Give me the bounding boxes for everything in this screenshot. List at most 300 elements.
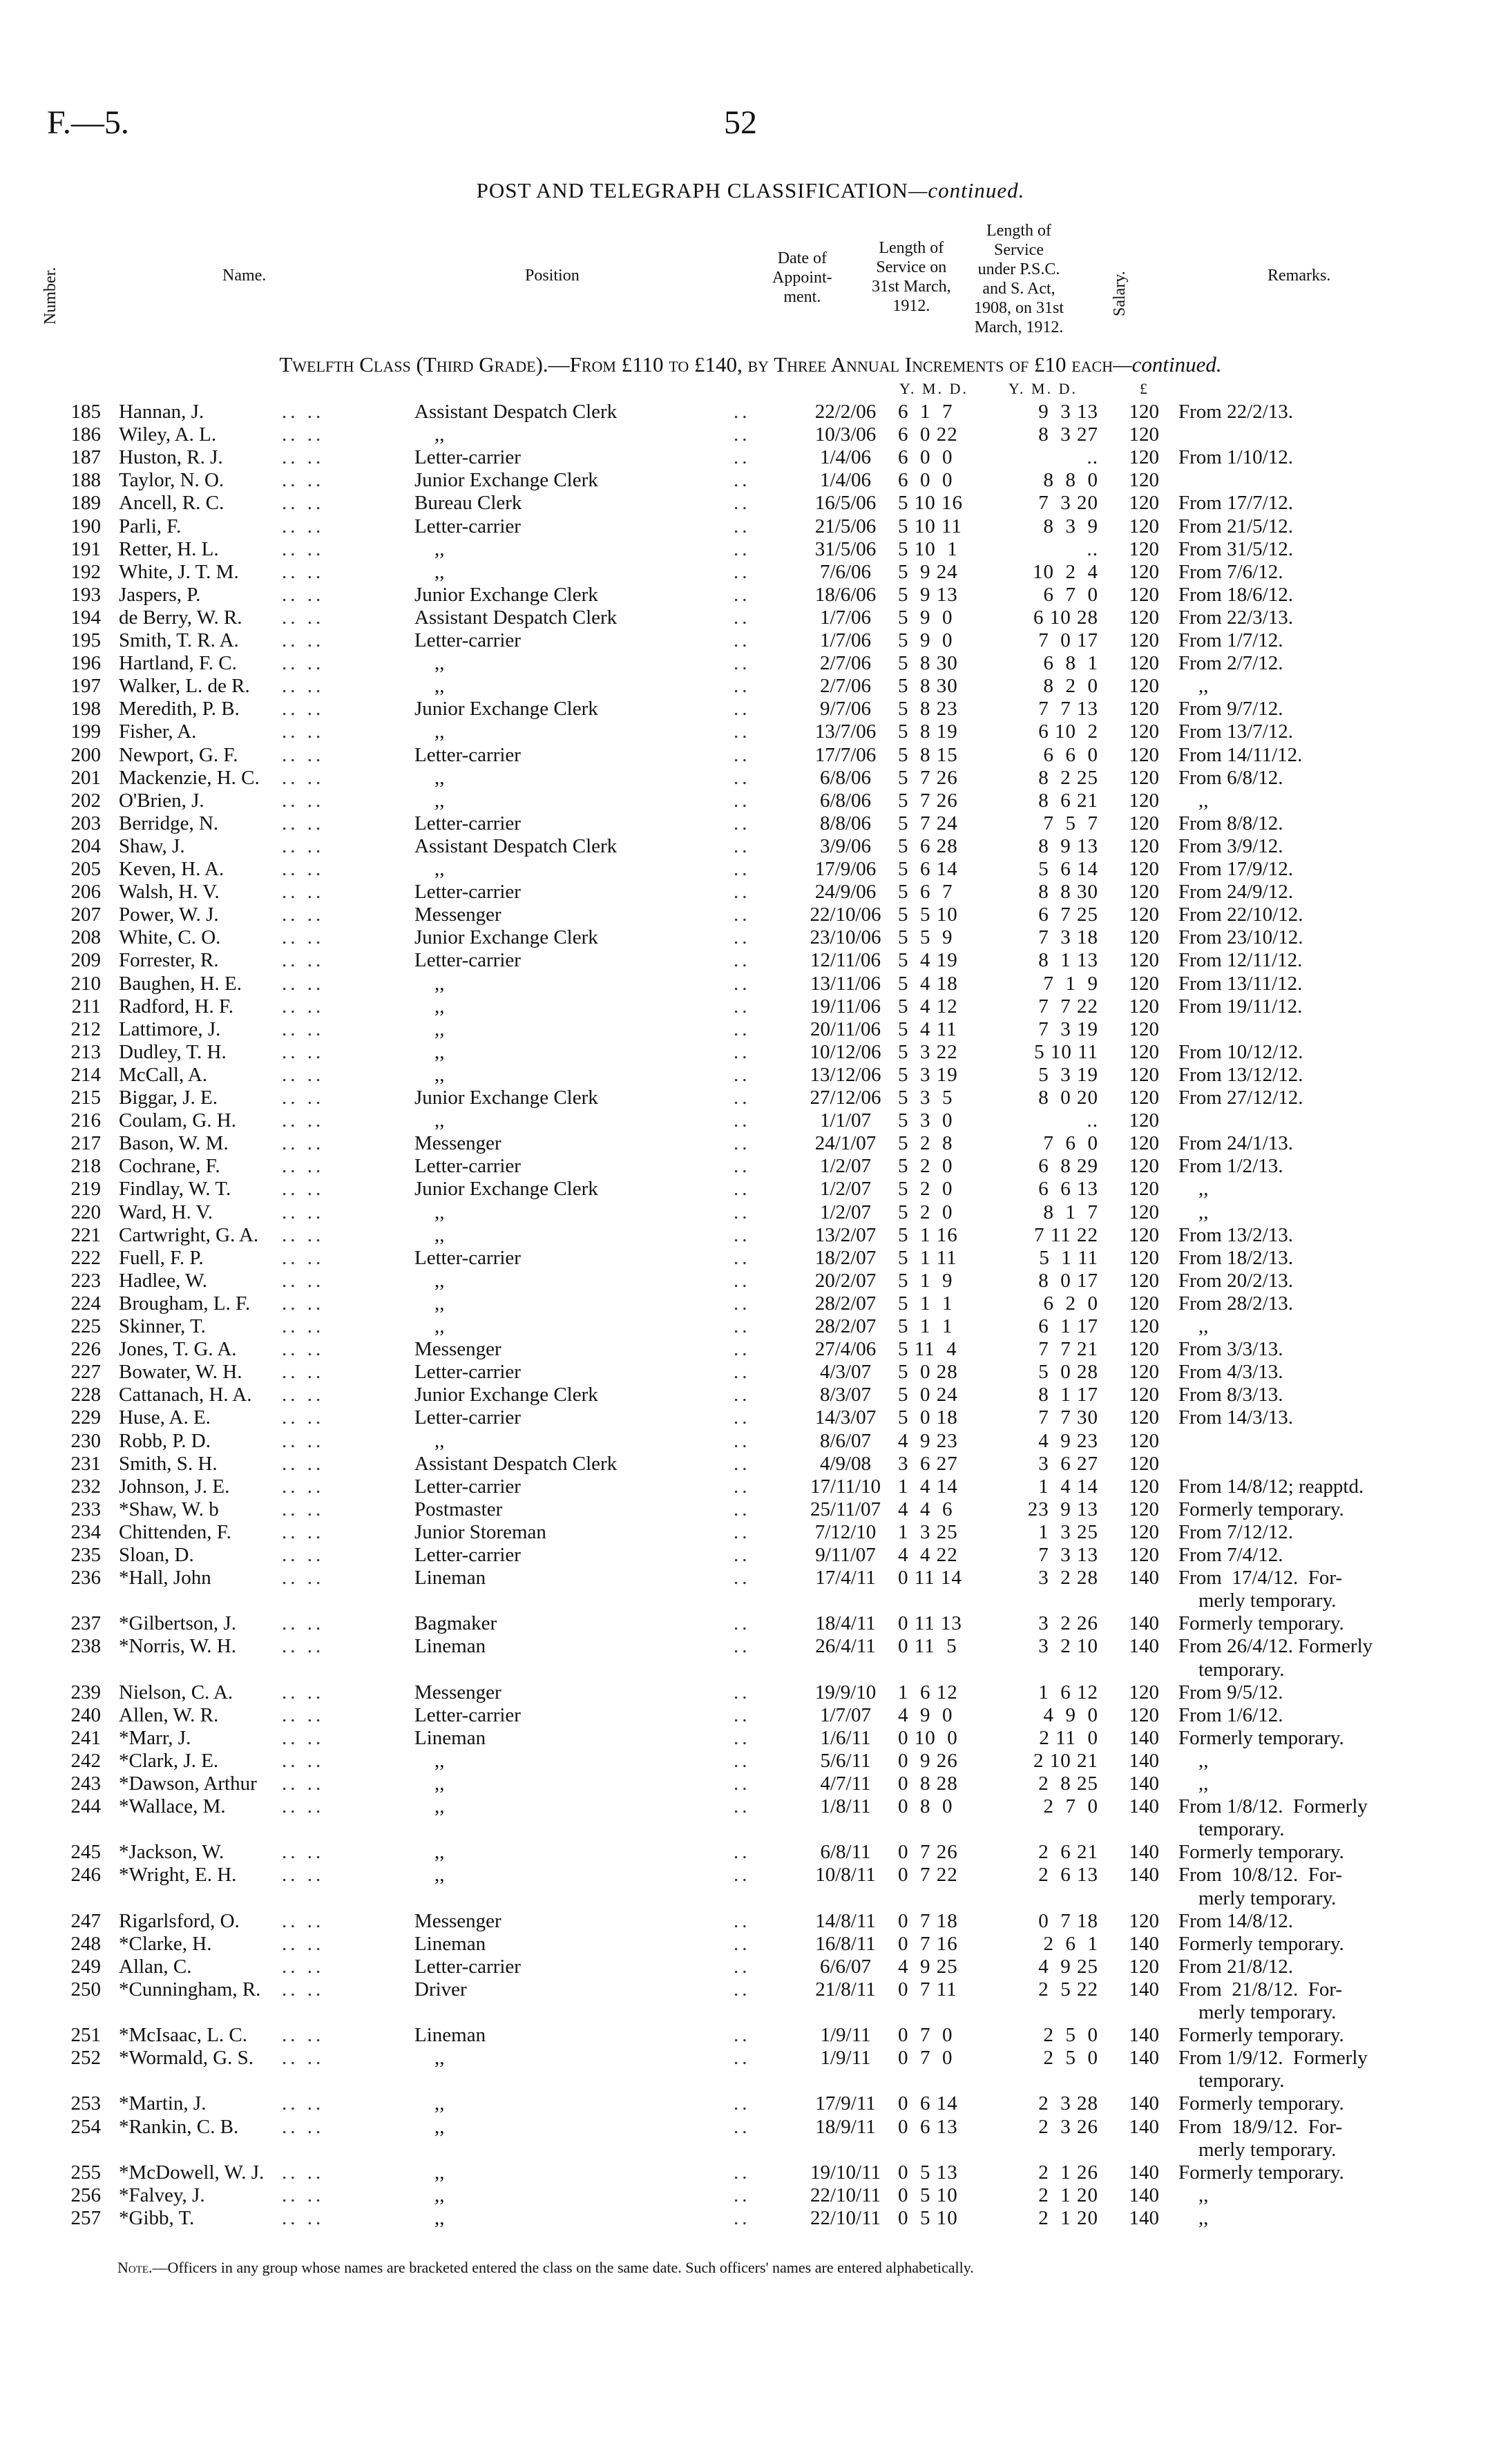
leader-dots: .. .. [282, 469, 325, 492]
row-number: 211 [71, 995, 101, 1018]
leader-dots: .. .. [282, 2206, 325, 2229]
row-service-psc: 7 0 17 [1038, 629, 1098, 651]
leader-dots: .. [734, 720, 751, 743]
row-position: Letter-carrier [414, 1475, 521, 1498]
row-number: 199 [70, 720, 101, 743]
row-service-psc: 10 2 4 [1033, 560, 1098, 583]
table-row [0, 744, 1501, 767]
row-service-1912: 5 6 28 [898, 834, 958, 857]
table-row [0, 1247, 1501, 1270]
row-number: 257 [70, 2206, 101, 2229]
leader-dots: .. [734, 537, 751, 560]
row-salary: 120 [1129, 446, 1159, 469]
row-name: *Clarke, H. [119, 1932, 212, 1955]
row-service-1912: 4 9 23 [898, 1429, 958, 1452]
leader-dots: .. [734, 1520, 751, 1543]
row-service-1912: 5 4 12 [898, 995, 958, 1018]
row-number: 223 [70, 1269, 101, 1292]
row-name: *Gibb, T. [119, 2206, 195, 2229]
table-row [0, 1841, 1501, 1864]
row-remarks: From 8/3/13. [1178, 1384, 1283, 1406]
row-number: 238 [70, 1635, 101, 1658]
leader-dots: .. [734, 1406, 751, 1429]
row-number: 233 [70, 1498, 101, 1520]
leader-dots: .. .. [282, 812, 325, 834]
row-appointment-date: 2/7/06 [819, 652, 872, 675]
row-position: Lineman [414, 1726, 486, 1749]
row-service-1912: 3 6 27 [898, 1452, 958, 1475]
note-label: Note. [117, 2259, 153, 2276]
table-row [0, 675, 1501, 698]
row-service-psc: 7 5 7 [1043, 812, 1098, 834]
row-remarks: From 14/8/12. [1178, 1909, 1293, 1932]
row-salary: 120 [1129, 1087, 1159, 1109]
row-number: 185 [70, 401, 101, 423]
table-row [0, 926, 1501, 949]
row-number: 189 [70, 492, 101, 515]
row-remarks: From 9/5/12. [1178, 1681, 1283, 1703]
row-service-psc: 2 11 0 [1039, 1726, 1098, 1749]
row-name: *Wright, E. H. [119, 1864, 237, 1887]
row-remarks: Formerly temporary. [1178, 2024, 1344, 2047]
leader-dots: .. .. [282, 1292, 325, 1315]
row-service-psc: 3 2 10 [1038, 1635, 1098, 1658]
table-row [0, 1270, 1501, 1292]
table-row [0, 720, 1501, 743]
row-salary: 120 [1129, 1132, 1159, 1155]
row-service-psc: 6 6 0 [1043, 743, 1098, 766]
row-position: ,, [414, 995, 445, 1018]
row-salary: 120 [1129, 492, 1159, 515]
row-salary: 120 [1129, 926, 1159, 949]
row-service-psc: 5 1 11 [1039, 1246, 1098, 1269]
row-service-1912: 5 1 16 [898, 1223, 958, 1246]
header-service-1: Length of Service on 31st March, 1912. [872, 239, 951, 315]
header-position: Position [525, 267, 580, 285]
row-service-psc: 8 3 27 [1038, 423, 1098, 446]
table-row [0, 1704, 1501, 1727]
leader-dots: .. .. [282, 652, 325, 675]
row-remarks-continued: temporary. [1198, 1818, 1285, 1841]
row-remarks: From 3/9/12. [1178, 834, 1283, 857]
leader-dots: .. .. [282, 1406, 325, 1429]
table-row [0, 2047, 1501, 2070]
row-number: 216 [70, 1109, 101, 1132]
row-salary: 140 [1129, 2115, 1159, 2138]
row-service-1912: 5 0 24 [898, 1384, 958, 1406]
row-name: Fisher, A. [119, 720, 197, 743]
leader-dots: .. .. [282, 1223, 325, 1246]
row-number: 225 [70, 1315, 101, 1337]
row-appointment-date: 20/2/07 [814, 1269, 877, 1292]
row-name: Wiley, A. L. [119, 423, 217, 446]
row-position: Assistant Despatch Clerk [414, 1452, 618, 1475]
leader-dots: .. [734, 423, 751, 446]
row-appointment-date: 1/4/06 [819, 469, 872, 492]
leader-dots: .. .. [282, 1978, 325, 2000]
table-row [0, 2207, 1501, 2230]
row-service-psc: 6 8 29 [1038, 1155, 1098, 1178]
row-appointment-date: 19/10/11 [810, 2161, 881, 2184]
table-row [0, 1864, 1501, 1887]
row-name: Taylor, N. O. [119, 469, 224, 492]
row-salary: 120 [1129, 423, 1159, 446]
row-salary: 140 [1129, 1932, 1159, 1955]
table-row [0, 1681, 1501, 1704]
row-salary: 120 [1129, 949, 1159, 972]
leader-dots: .. [734, 652, 751, 675]
leader-dots: .. [734, 995, 751, 1018]
row-remarks: From 31/5/12. [1178, 537, 1293, 560]
row-number: 221 [70, 1223, 101, 1246]
table-row [0, 2184, 1501, 2207]
leader-dots: .. .. [282, 834, 325, 857]
row-appointment-date: 21/5/06 [814, 515, 877, 537]
row-name: Huse, A. E. [119, 1406, 211, 1429]
row-number: 243 [70, 1773, 101, 1795]
row-salary: 120 [1129, 629, 1159, 651]
row-position: Junior Exchange Clerk [414, 1384, 598, 1406]
row-salary: 140 [1129, 1635, 1159, 1658]
row-name: Jaspers, P. [119, 583, 201, 606]
row-salary: 120 [1129, 1315, 1159, 1337]
row-number: 200 [70, 743, 101, 766]
leader-dots: .. .. [282, 789, 325, 812]
row-salary: 120 [1129, 766, 1159, 789]
leader-dots: .. [734, 1361, 751, 1384]
row-name: Fuell, F. P. [119, 1246, 204, 1269]
row-position: ,, [414, 1749, 445, 1772]
leader-dots: .. .. [282, 2161, 325, 2184]
row-position: Assistant Despatch Clerk [414, 606, 618, 629]
row-service-psc: 1 6 12 [1038, 1681, 1098, 1703]
row-remarks: From 26/4/12. Formerly [1178, 1635, 1373, 1658]
row-number: 207 [70, 904, 101, 926]
row-name: Meredith, P. B. [119, 698, 240, 720]
row-remarks: From 18/2/13. [1178, 1246, 1293, 1269]
row-salary: 120 [1129, 1681, 1159, 1703]
row-appointment-date: 1/8/11 [820, 1795, 871, 1818]
row-remarks: ,, [1178, 2206, 1209, 2229]
row-appointment-date: 1/2/07 [819, 1201, 872, 1223]
row-number: 230 [70, 1429, 101, 1452]
leader-dots: .. [734, 1063, 751, 1086]
row-number: 208 [70, 926, 101, 949]
row-service-psc: 2 10 21 [1033, 1749, 1098, 1772]
row-name: White, J. T. M. [119, 560, 239, 583]
leader-dots: .. .. [282, 446, 325, 469]
row-appointment-date: 3/9/06 [819, 834, 872, 857]
row-service-1912: 5 3 0 [898, 1109, 953, 1132]
leader-dots: .. .. [282, 995, 325, 1018]
leader-dots: .. .. [282, 1087, 325, 1109]
row-service-1912: 5 10 11 [898, 515, 962, 537]
leader-dots: .. .. [282, 1567, 325, 1589]
row-service-1912: 0 7 16 [898, 1932, 958, 1955]
row-remarks: Formerly temporary. [1178, 2092, 1344, 2115]
row-appointment-date: 26/4/11 [815, 1635, 876, 1658]
row-service-psc: 4 9 23 [1038, 1429, 1098, 1452]
row-number: 234 [70, 1520, 101, 1543]
row-service-1912: 5 1 9 [898, 1269, 953, 1292]
leader-dots: .. [734, 469, 751, 492]
row-salary: 120 [1129, 834, 1159, 857]
row-appointment-date: 1/4/06 [819, 446, 872, 469]
row-appointment-date: 16/8/11 [815, 1932, 876, 1955]
row-name: Ward, H. V. [119, 1201, 213, 1223]
leader-dots: .. .. [282, 629, 325, 651]
row-position: Letter-carrier [414, 515, 521, 537]
row-appointment-date: 22/10/11 [810, 2184, 881, 2206]
row-appointment-date: 18/2/07 [814, 1246, 877, 1269]
row-remarks: From 14/11/12. [1178, 743, 1303, 766]
row-remarks: From 1/9/12. Formerly [1178, 2047, 1368, 2070]
leader-dots: .. [734, 834, 751, 857]
row-appointment-date: 9/11/07 [815, 1544, 876, 1566]
row-position: Junior Exchange Clerk [414, 583, 598, 606]
leader-dots: .. [734, 1429, 751, 1452]
row-name: *Shaw, W. b [119, 1498, 219, 1520]
leader-dots: .. .. [282, 1612, 325, 1635]
row-service-1912: 5 3 5 [898, 1087, 953, 1109]
row-service-1912: 4 9 25 [898, 1955, 958, 1978]
leader-dots: .. [734, 972, 751, 995]
row-position: ,, [414, 1223, 445, 1246]
row-remarks: From 10/8/12. For- [1178, 1864, 1343, 1887]
row-remarks: Formerly temporary. [1178, 1498, 1344, 1520]
row-number: 242 [70, 1749, 101, 1772]
row-service-psc: 7 6 0 [1043, 1132, 1098, 1155]
row-appointment-date: 10/8/11 [815, 1864, 876, 1887]
row-service-1912: 5 10 1 [898, 537, 958, 560]
row-service-1912: 5 5 9 [898, 926, 953, 949]
row-service-1912: 0 5 10 [898, 2184, 958, 2206]
row-salary: 120 [1129, 1063, 1159, 1086]
row-appointment-date: 20/11/06 [810, 1018, 881, 1040]
row-remarks: From 22/3/13. [1178, 606, 1293, 629]
leader-dots: .. .. [282, 1955, 325, 1978]
row-salary: 140 [1129, 1726, 1159, 1749]
row-remarks: ,, [1178, 1773, 1209, 1795]
table-row [0, 812, 1501, 835]
row-service-1912: 0 6 14 [898, 2092, 958, 2115]
row-service-psc: 2 6 13 [1038, 1864, 1098, 1887]
row-number: 250 [70, 1978, 101, 2000]
row-number: 212 [70, 1018, 101, 1040]
row-remarks: From 14/8/12; reapptd. [1178, 1475, 1364, 1498]
row-salary: 120 [1129, 1406, 1159, 1429]
row-position: Postmaster [414, 1498, 503, 1520]
leader-dots: .. [734, 515, 751, 537]
row-salary: 140 [1129, 1864, 1159, 1887]
leader-dots: .. [734, 492, 751, 515]
row-remarks: From 20/2/13. [1178, 1269, 1293, 1292]
row-salary: 120 [1129, 812, 1159, 834]
row-position: Letter-carrier [414, 1361, 521, 1384]
row-salary: 140 [1129, 1795, 1159, 1818]
row-salary: 120 [1129, 1018, 1159, 1040]
row-name: *McDowell, W. J. [119, 2161, 265, 2184]
row-position: Junior Exchange Clerk [414, 926, 598, 949]
row-service-psc: 7 7 13 [1038, 698, 1098, 720]
row-appointment-date: 24/9/06 [814, 881, 877, 904]
table-row [0, 1315, 1501, 1338]
row-remarks: ,, [1178, 1201, 1209, 1223]
row-appointment-date: 13/2/07 [814, 1223, 877, 1246]
row-name: Walker, L. de R. [119, 675, 250, 698]
row-salary: 120 [1129, 881, 1159, 904]
table-row [0, 538, 1501, 561]
row-position: Lineman [414, 1932, 486, 1955]
row-remarks-continued: temporary. [1198, 1658, 1285, 1681]
row-name: Hadlee, W. [119, 1269, 208, 1292]
row-service-psc: 6 7 0 [1043, 583, 1098, 606]
header-number: Number. [41, 267, 59, 325]
row-number: 245 [70, 1841, 101, 1864]
row-service-psc: 8 1 13 [1038, 949, 1098, 972]
row-service-1912: 5 6 7 [898, 881, 953, 904]
row-name: Huston, R. J. [119, 446, 223, 469]
leader-dots: .. [734, 743, 751, 766]
leader-dots: .. .. [282, 1909, 325, 1932]
row-remarks: From 8/8/12. [1178, 812, 1283, 834]
row-salary: 140 [1129, 2047, 1159, 2070]
leader-dots: .. [734, 1955, 751, 1978]
leader-dots: .. [734, 401, 751, 423]
row-position: Messenger [414, 1338, 501, 1361]
row-position: ,, [414, 2115, 445, 2138]
row-service-psc: 8 8 30 [1038, 881, 1098, 904]
row-service-1912: 0 7 26 [898, 1841, 958, 1864]
row-service-psc: 8 2 25 [1038, 766, 1098, 789]
row-service-1912: 0 5 10 [898, 2206, 958, 2229]
row-remarks: From 1/8/12. Formerly [1178, 1795, 1368, 1818]
row-number: 244 [70, 1795, 101, 1818]
row-service-1912: 0 11 5 [898, 1635, 957, 1658]
header-date: Date of Appoint- ment. [772, 249, 832, 306]
row-appointment-date: 1/9/11 [820, 2024, 871, 2047]
row-service-1912: 1 3 25 [898, 1520, 958, 1543]
row-number: 209 [70, 949, 101, 972]
row-position: Junior Exchange Clerk [414, 1087, 598, 1109]
row-number: 198 [70, 698, 101, 720]
row-remarks: Formerly temporary. [1178, 1932, 1344, 1955]
row-position: ,, [414, 537, 445, 560]
table-row [0, 1453, 1501, 1475]
leader-dots: .. [734, 1087, 751, 1109]
row-name: *McIsaac, L. C. [119, 2024, 248, 2047]
row-service-1912: 0 6 13 [898, 2115, 958, 2138]
table-row [0, 584, 1501, 607]
row-salary: 140 [1129, 1749, 1159, 1772]
table-row [0, 858, 1501, 881]
row-salary: 120 [1129, 698, 1159, 720]
row-appointment-date: 28/2/07 [814, 1292, 877, 1315]
leader-dots: .. [734, 1864, 751, 1887]
row-service-1912: 5 11 4 [898, 1338, 957, 1361]
row-number: 187 [70, 446, 101, 469]
row-appointment-date: 10/12/06 [810, 1040, 881, 1063]
row-salary: 120 [1129, 1269, 1159, 1292]
row-position: Assistant Despatch Clerk [414, 834, 618, 857]
row-appointment-date: 13/11/06 [810, 972, 881, 995]
units-service-2: Y. M. D. [1008, 380, 1078, 397]
row-appointment-date: 31/5/06 [814, 537, 877, 560]
row-salary: 120 [1129, 1292, 1159, 1315]
row-remarks: From 7/6/12. [1178, 560, 1283, 583]
row-service-psc: 6 2 0 [1043, 1292, 1098, 1315]
row-position: Letter-carrier [414, 1703, 521, 1726]
row-service-psc: 8 2 0 [1043, 675, 1098, 698]
row-position: ,, [414, 675, 445, 698]
leader-dots: .. [734, 1635, 751, 1658]
table-row [0, 835, 1501, 858]
leader-dots: .. .. [282, 904, 325, 926]
leader-dots: .. [734, 2115, 751, 2138]
row-position: ,, [414, 766, 445, 789]
row-service-1912: 6 0 0 [898, 469, 953, 492]
note-text: —Officers in any group whose names are bracketed entered the class on the same date. Such officers' names are entered alphabetically. [152, 2259, 974, 2276]
row-appointment-date: 16/5/06 [814, 492, 877, 515]
row-salary: 120 [1129, 1544, 1159, 1566]
table-row [0, 1750, 1501, 1773]
row-name: de Berry, W. R. [119, 606, 242, 629]
row-name: *Falvey, J. [119, 2184, 205, 2206]
row-service-1912: 5 8 30 [898, 652, 958, 675]
leader-dots: .. [734, 1978, 751, 2000]
row-position: ,, [414, 560, 445, 583]
row-service-psc: 8 6 21 [1038, 789, 1098, 812]
row-number: 255 [70, 2161, 101, 2184]
row-remarks: From 22/10/12. [1178, 904, 1303, 926]
row-appointment-date: 2/7/06 [819, 675, 872, 698]
row-appointment-date: 24/1/07 [814, 1132, 877, 1155]
table-row [0, 1109, 1501, 1132]
leader-dots: .. .. [282, 743, 325, 766]
leader-dots: .. [734, 698, 751, 720]
row-service-psc: 2 3 28 [1038, 2092, 1098, 2115]
table-row [0, 1292, 1501, 1315]
row-appointment-date: 7/12/10 [814, 1520, 877, 1543]
row-appointment-date: 19/11/06 [810, 995, 881, 1018]
table-row [0, 949, 1501, 972]
row-number: 192 [70, 560, 101, 583]
leader-dots: .. .. [282, 1063, 325, 1086]
row-name: Smith, T. R. A. [119, 629, 239, 651]
row-service-psc: 4 9 0 [1043, 1703, 1098, 1726]
leader-dots: .. [734, 1132, 751, 1155]
row-salary: 140 [1129, 1567, 1159, 1589]
row-remarks: From 22/2/13. [1178, 401, 1293, 423]
leader-dots: .. [734, 1201, 751, 1223]
leader-dots: .. [734, 2184, 751, 2206]
row-position: ,, [414, 2047, 445, 2070]
row-salary: 120 [1129, 1703, 1159, 1726]
row-name: Smith, S. H. [119, 1452, 218, 1475]
row-appointment-date: 1/2/07 [819, 1178, 872, 1201]
leader-dots: .. [734, 1795, 751, 1818]
row-number: 190 [70, 515, 101, 537]
row-salary: 120 [1129, 1109, 1159, 1132]
row-name: *Gilbertson, J. [119, 1612, 236, 1635]
row-remarks: From 7/4/12. [1178, 1544, 1283, 1566]
table-row [0, 1178, 1501, 1201]
leader-dots: .. .. [282, 2047, 325, 2070]
row-number: 218 [70, 1155, 101, 1178]
row-name: Nielson, C. A. [119, 1681, 233, 1703]
row-position: Letter-carrier [414, 1155, 521, 1178]
row-remarks: From 6/8/12. [1178, 766, 1283, 789]
